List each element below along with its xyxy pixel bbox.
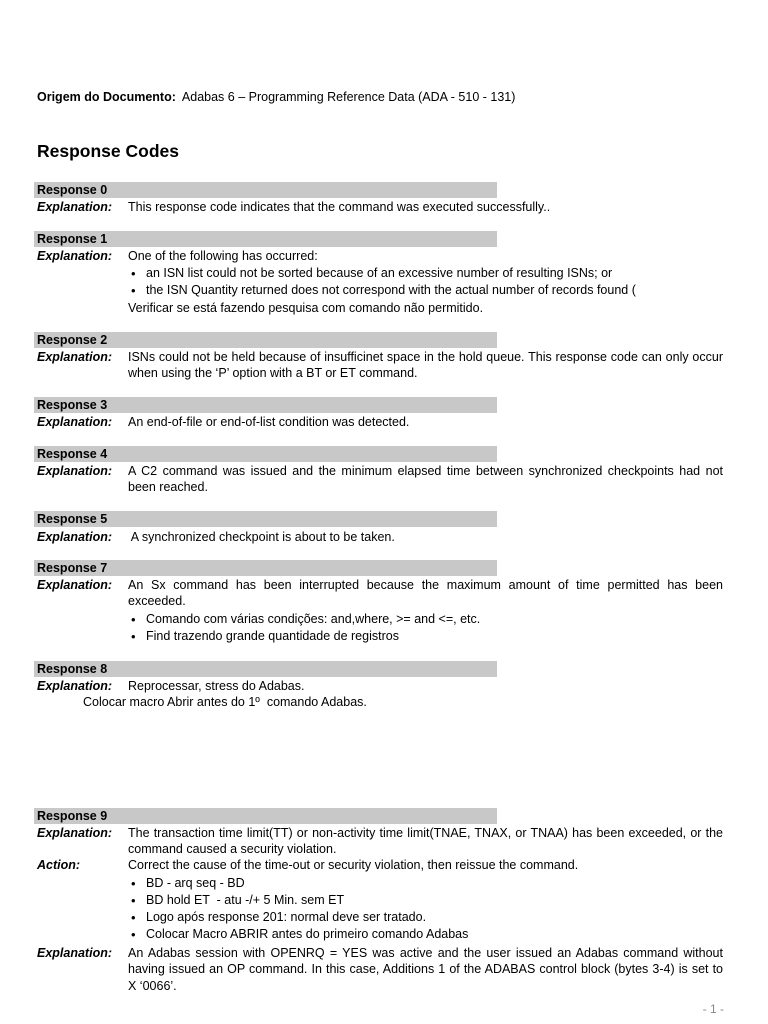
- document-origin: [37, 90, 515, 104]
- explanation-label: Explanation:: [37, 464, 113, 478]
- response-9-bullets: [128, 875, 723, 943]
- origin-label: Origem do Documento:: [37, 90, 176, 104]
- explanation-text: An Sx command has been interrupted because the maximum amount of time permitted has been exceeded.: [128, 578, 723, 609]
- list-item: • the ISN Quantity returned does not correspond with the actual number of records found (: [128, 282, 723, 299]
- explanation-text: This response code indicates that the command was executed successfully..: [128, 200, 551, 214]
- list-item: • BD hold ET - atu -/+ 5 Min. sem ET: [128, 892, 723, 909]
- response-0-header: Response 0: [34, 182, 497, 198]
- explanation-label: Explanation:: [37, 200, 113, 214]
- explanation-text: A synchronized checkpoint is about to be taken.: [128, 530, 395, 544]
- explanation-label: Explanation:: [37, 578, 113, 592]
- response-2-header: Response 2: [34, 332, 497, 348]
- page-title: Response Codes: [37, 141, 179, 161]
- response-3-header: Response 3: [34, 397, 497, 413]
- page-number: - 1 -: [702, 1002, 724, 1016]
- explanation-text: The transaction time limit(TT) or non-activity time limit(TNAE, TNAX, or TNAA) has been exceeded, or the command caused a security violation.: [128, 826, 723, 857]
- response-4-header: Response 4: [34, 446, 497, 462]
- explanation-label: Explanation:: [37, 679, 113, 693]
- explanation-text: An Adabas session with OPENRQ = YES was active and the user issued an Adabas command without having issued an OP command. In this case, Additions 1 of the ADABAS control block (bytes 3-4) is set to X ‘0066’.: [128, 946, 723, 993]
- list-item: • BD - arq seq - BD: [128, 875, 723, 892]
- response-5-header: Response 5: [34, 511, 497, 527]
- list-item: • an ISN list could not be sorted because of an excessive number of resulting ISNs; or: [128, 265, 723, 282]
- explanation-label: Explanation:: [37, 350, 113, 364]
- response-8-note: Colocar macro Abrir antes do 1º comando Adabas.: [83, 695, 367, 709]
- list-item: • Find trazendo grande quantidade de registros: [128, 628, 723, 645]
- action-text: Correct the cause of the time-out or security violation, then reissue the command.: [128, 858, 579, 872]
- origin-value: Adabas 6 – Programming Reference Data (ADA - 510 - 131): [181, 90, 516, 104]
- list-item: • Comando com várias condições: and,where, >= and <=, etc.: [128, 611, 723, 628]
- response-9-header: Response 9: [34, 808, 497, 824]
- explanation-text: Reprocessar, stress do Adabas.: [128, 679, 305, 693]
- list-item: • Logo após response 201: normal deve ser tratado.: [128, 909, 723, 926]
- explanation-text: A C2 command was issued and the minimum elapsed time between synchronized checkpoints had not been reached.: [128, 464, 723, 495]
- explanation-label: Explanation:: [37, 946, 113, 960]
- explanation-text: One of the following has occurred:: [128, 249, 318, 263]
- response-1-note: Verificar se está fazendo pesquisa com comando não permitido.: [128, 301, 484, 315]
- response-8-header: Response 8: [34, 661, 497, 677]
- explanation-text: ISNs could not be held because of insufficinet space in the hold queue. This response code can only occur when using the ‘P’ option with a BT or ET command.: [128, 350, 723, 381]
- explanation-text: An end-of-file or end-of-list condition was detected.: [128, 415, 410, 429]
- response-1-header: Response 1: [34, 231, 497, 247]
- explanation-label: Explanation:: [37, 530, 113, 544]
- response-7-header: Response 7: [34, 560, 497, 576]
- explanation-label: Explanation:: [37, 249, 113, 263]
- list-item: • Colocar Macro ABRIR antes do primeiro comando Adabas: [128, 926, 723, 943]
- response-1-bullets: [128, 265, 723, 299]
- action-label: Action:: [37, 858, 81, 872]
- explanation-label: Explanation:: [37, 826, 113, 840]
- response-7-bullets: [128, 611, 723, 645]
- explanation-label: Explanation:: [37, 415, 113, 429]
